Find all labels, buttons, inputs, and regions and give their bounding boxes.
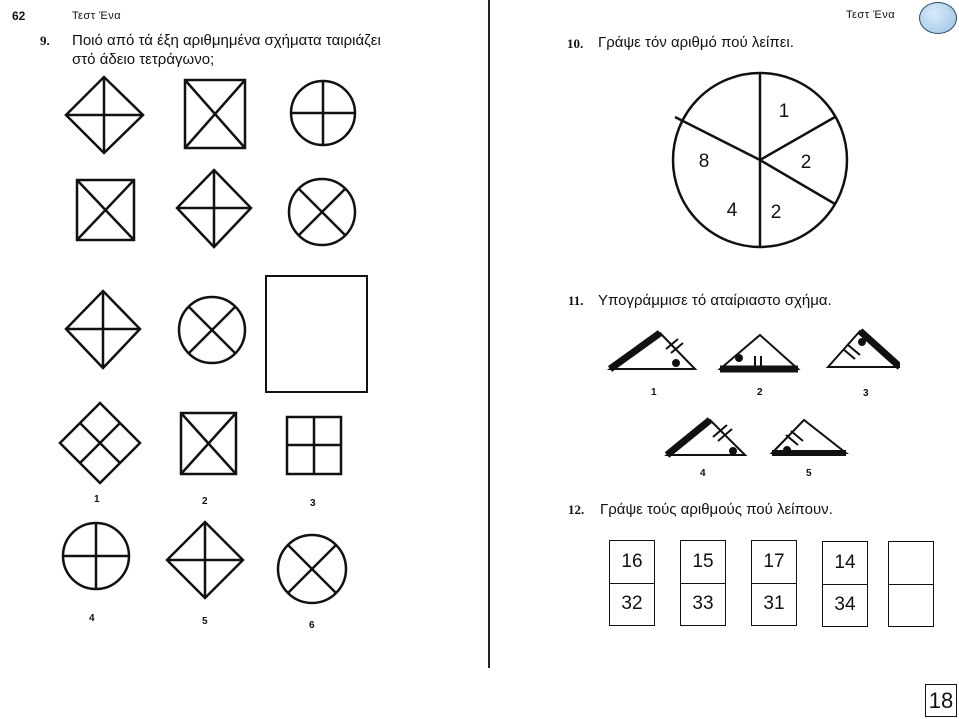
option-1-diamond-quartered-shape (60, 403, 140, 483)
domino-4-top: 14 (823, 542, 867, 585)
option-label-1: 1 (94, 494, 100, 505)
q12-text: Γράψε τούς αριθμούς πού λείπουν. (600, 501, 833, 518)
q11-number: 11. (568, 293, 584, 308)
domino-1-top: 16 (610, 541, 654, 584)
blue-circle-badge (919, 2, 957, 34)
domino-5-empty[interactable] (888, 541, 934, 627)
q10-number-bottom-left: 4 (726, 200, 738, 221)
domino-2-top: 15 (681, 541, 725, 584)
option-4-circle-with-cross-shape (63, 523, 129, 589)
circle-with-x-shape (179, 297, 245, 363)
domino-3-bottom: 31 (763, 593, 785, 614)
domino-3 (751, 540, 797, 626)
domino-5-bottom[interactable] (889, 584, 933, 626)
option-2-square-with-x-shape (181, 413, 236, 474)
q11-text: Υπογράμμισε τό αταίριαστο σχήμα. (598, 292, 832, 309)
domino-2-bottom: 33 (692, 593, 714, 614)
page-number-left: 62 (12, 9, 26, 23)
domino-3-top: 17 (752, 541, 796, 584)
q12-number: 12. (568, 502, 585, 517)
q11-label-3: 3 (863, 388, 869, 399)
triangle-shape-3 (828, 331, 900, 367)
diamond-with-cross-shape (66, 291, 140, 368)
q11-label-1: 1 (651, 387, 657, 398)
page-header-left: Τεστ Ένα (72, 10, 122, 22)
option-6-circle-with-x-shape (278, 535, 346, 603)
q9-figure-grid (0, 0, 488, 640)
domino-1-bottom: 32 (621, 593, 643, 614)
q11-label-2: 2 (757, 387, 763, 398)
q10-number: 10. (567, 36, 584, 51)
empty-answer-square (266, 276, 367, 392)
domino-4 (822, 541, 868, 627)
option-3-square-with-cross-shape (287, 417, 341, 474)
q11-triangles (600, 325, 900, 465)
option-label-2: 2 (202, 496, 208, 507)
domino-2 (680, 540, 726, 626)
domino-1 (609, 540, 655, 626)
q10-text: Γράψε τόν αριθμό πού λείπει. (598, 34, 794, 51)
diamond-with-cross-shape (177, 170, 251, 247)
corner-page-number: 18 (925, 684, 957, 717)
q11-label-4: 4 (700, 468, 706, 479)
diamond-with-cross-shape (66, 77, 143, 153)
triangle-shape-1 (610, 333, 695, 369)
q9-text-line2: στό άδειο τετράγωνο; (72, 51, 215, 68)
page-header-right: Τεστ Ένα (846, 9, 896, 21)
square-with-x-shape (77, 180, 134, 240)
triangle-shape-4 (667, 420, 745, 455)
q10-number-right: 2 (800, 152, 812, 173)
option-label-5: 5 (202, 616, 208, 627)
option-label-6: 6 (309, 620, 315, 631)
q9-number: 9. (40, 33, 50, 48)
option-label-4: 4 (89, 613, 95, 624)
circle-with-x-shape (289, 179, 355, 245)
domino-4-bottom: 34 (834, 594, 856, 615)
option-label-3: 3 (310, 498, 316, 509)
q10-number-left: 8 (698, 151, 710, 172)
q10-number-bottom-right: 2 (770, 202, 782, 223)
page-divider (488, 0, 490, 668)
domino-5-top[interactable] (889, 542, 933, 585)
triangle-shape-5 (772, 420, 846, 453)
circle-with-cross-shape (291, 81, 355, 145)
q9-text-line1: Ποιό από τά έξη αριθμημένα σχήματα ταιριάζει (72, 32, 381, 49)
option-5-diamond-with-cross-shape (167, 522, 243, 598)
triangle-shape-2 (720, 335, 798, 372)
square-with-x-shape (185, 80, 245, 148)
q11-label-5: 5 (806, 468, 812, 479)
q10-number-top: 1 (778, 101, 790, 122)
